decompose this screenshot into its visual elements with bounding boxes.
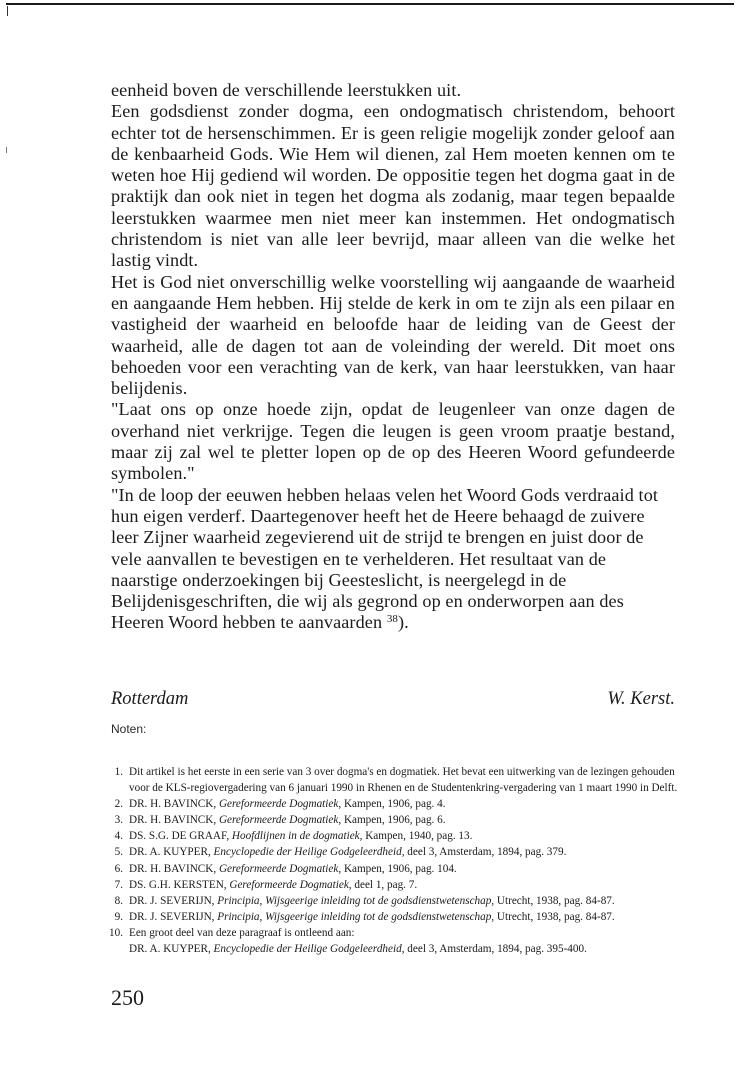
footnote-ref: 38 [386,613,399,626]
note-item [105,796,683,812]
note-text: DR. J. SEVERIJN, [129,910,218,923]
note-text: DR. H. BAVINCK, [129,798,219,811]
paragraph: Het is God niet onverschillig welke voorstelling wij aangaande de waarheid en aangaande Hem hebben. Hij stelde de kerk in om te zijn als een pilaar en vastigheid der waarheid en beloofde haar de leiding van de Geest der waarheid, alle de dagen tot aan de voleinding der wereld. Dit moet ons behoeden voor een verachting van de kerk, van haar leerstukken, van haar belijdenis. [111,271,675,399]
paragraph: eenheid boven de verschillende leerstukken uit. [111,80,462,100]
note-details: , Kampen, 1906, pag. 6. [338,814,446,827]
note-title: Gereformeerde Dogmatiek [218,798,339,811]
signature-author: W. Kerst. [607,689,675,709]
note-item [105,893,683,909]
note-text: DR. H. BAVINCK, [129,862,219,875]
note-item [105,764,683,796]
note-item [105,925,683,941]
note-text: Een groot deel van deze paragraaf is ontleend aan: [129,926,355,939]
top-rule [6,3,734,5]
note-text: DR. A. KUYPER, [129,943,214,956]
notes-heading: Noten: [111,722,147,736]
paragraph: "Laat ons op onze hoede zijn, opdat de leugenleer van onze dagen de overhand niet verkrijge. Tegen die leugen is geen vroom praatje bestand, maar zij zal wel te pletter lopen op de op des Heeren Woord gefundeerde symbolen." [111,399,675,484]
note-text: DR. H. BAVINCK, [129,814,219,827]
note-title: Principia, Wijsgeerige inleiding tot de godsdienstwetenschap [217,910,492,923]
note-number: 9. [114,910,123,923]
note-text: DS. G.H. KERSTEN, [129,878,230,891]
note-text: Dit artikel is het eerste in een serie van 3 over dogma's en dogmatiek. Het bevat een uitwerking van de lezingen gehouden voor de KLS-regiovergadering van 6 januari 1990 in Rhenen en de Studentenkring-vergadering van 1 maart 1990 in Delft. [129,766,678,795]
paragraph: Een godsdienst zonder dogma, een ondogmatisch christendom, behoort echter tot de hersenschimmen. Er is geen religie mogelijk zonder geloof aan de kenbaarheid Gods. Wie Hem wil dienen, zal Hem moeten kennen om te weten hoe Hij gediend wil worden. De oppositie tegen het dogma gaat in de praktijk dan ook niet in tegen het dogma als zodanig, maar tegen bepaalde leerstukken waarmee men niet meer kan instemmen. Het ondogmatisch christendom is niet van alle leer bevrijd, maar alleen van die welke het lastig vindt. [111,101,675,271]
note-details: , Utrecht, 1938, pag. 84-87. [491,910,615,923]
paragraph-tail: ). [398,612,409,633]
note-item [105,844,683,860]
notes-list [105,764,683,957]
note-title: Gereformeerde Dogmatiek [218,814,339,827]
paragraph-text: "In de loop der eeuwen hebben helaas velen het Woord Gods verdraaid tot hun eigen verderf. Daartegenover heeft het de Heere behaagd de zuivere leer Zijner waarheid zegevierend uit de strijd te brengen en juist door de vele aanvallen te bevestigen en te verhelderen. Het resultaat van de naarstige onderzoekingen bij Geesteslicht, is neergelegd in de Belijdenisgeschriften, die wij als gegrond op en onderworpen aan des Heeren Woord hebben te aanvaarden [111,484,659,633]
note-item [105,941,683,957]
note-text: DS. S.G. DE GRAAF, [129,830,232,843]
note-details: , deel 1, pag. 7. [348,878,418,891]
note-number: 1. [114,766,123,778]
note-details: , deel 3, Amsterdam, 1894, pag. 379. [401,846,567,859]
page-number: 250 [111,985,144,1010]
note-item [105,909,683,925]
note-number: 6. [114,862,123,875]
note-title: Encyclopedie der Heilige Godgeleerdheid [213,846,402,859]
note-details: , Kampen, 1906, pag. 104. [338,862,457,875]
note-item [105,812,683,828]
note-number: 8. [114,894,123,907]
note-text: DR. A. KUYPER, [129,846,214,859]
signature-line [111,689,675,713]
note-title: Gereformeerde Dogmatiek [218,862,339,875]
note-item [105,861,683,877]
note-item [105,877,683,893]
note-text: DR. J. SEVERIJN, [129,894,218,907]
note-title: Principia, Wijsgeerige inleiding tot de godsdienstwetenschap [217,894,492,907]
body-text [111,80,675,634]
note-number: 4. [114,830,123,843]
note-item [105,828,683,844]
note-details: , Kampen, 1940, pag. 13. [359,830,473,843]
note-title: Gereformeerde Dogmatiek [229,878,349,891]
note-title: Encyclopedie der Heilige Godgeleerdheid [213,943,402,956]
note-number: 7. [114,878,123,891]
note-details: , Kampen, 1906, pag. 4. [338,798,446,811]
note-number: 2. [114,798,123,811]
signature-place: Rotterdam [111,689,189,709]
note-details: , Utrecht, 1938, pag. 84-87. [491,894,615,907]
margin-mark [6,147,7,153]
paragraph [111,485,675,634]
note-number: 5. [114,846,123,859]
note-number: 10. [109,926,123,939]
note-title: Hoofdlijnen in de dogmatiek [231,830,360,843]
crop-mark [7,6,8,16]
note-details: , deel 3, Amsterdam, 1894, pag. 395-400. [401,943,587,956]
note-number: 3. [114,814,123,827]
